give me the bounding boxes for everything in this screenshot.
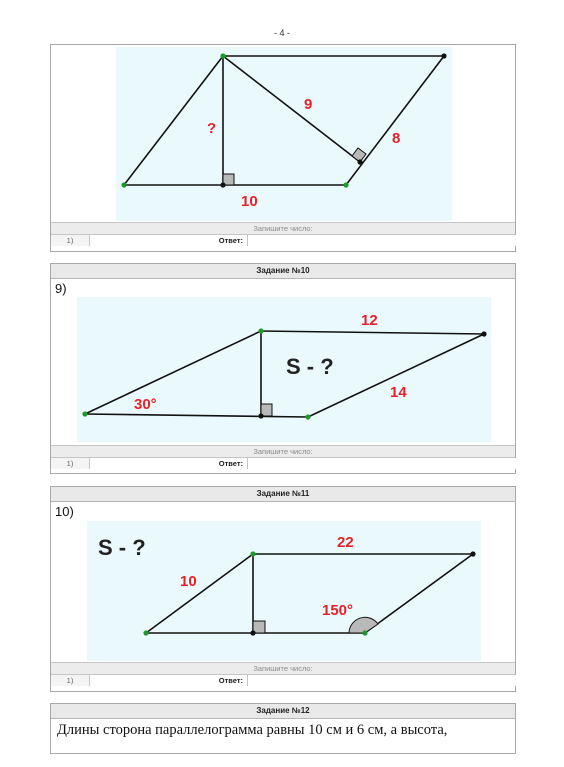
answer-row	[51, 457, 515, 470]
answer-label: Ответ:	[218, 676, 243, 685]
point	[343, 182, 348, 187]
edge-left	[146, 554, 253, 633]
figure-task-8	[116, 47, 452, 221]
figure-svg	[77, 297, 491, 442]
point	[357, 159, 362, 164]
task-block-8	[50, 44, 516, 252]
figure-task-11	[87, 521, 481, 661]
label-angle: 30°	[134, 396, 157, 413]
task-block-11	[50, 486, 516, 692]
figure-svg	[116, 47, 452, 221]
point	[258, 328, 263, 333]
answer-row	[51, 674, 515, 687]
task-block-10	[50, 263, 516, 474]
answer-row	[51, 234, 515, 247]
point	[143, 630, 148, 635]
answer-label: Ответ:	[218, 236, 243, 245]
edge-bottom	[85, 414, 308, 417]
label-side: 8	[392, 130, 401, 147]
hint-bar: Запишите число:	[51, 222, 515, 234]
label-angle: 150°	[322, 602, 354, 619]
point	[470, 551, 475, 556]
task-block-12	[50, 703, 516, 754]
point	[220, 182, 225, 187]
answer-input[interactable]	[247, 458, 516, 469]
point	[258, 413, 263, 418]
label-question: S - ?	[98, 535, 146, 560]
label-top: 12	[361, 312, 378, 329]
answer-index: 1)	[51, 675, 90, 686]
answer-input[interactable]	[247, 675, 516, 686]
point	[441, 53, 446, 58]
hint-bar: Запишите число:	[51, 445, 515, 457]
edge-right	[346, 56, 444, 185]
answer-index: 1)	[51, 458, 90, 469]
point	[250, 551, 255, 556]
point	[220, 53, 225, 58]
label-diagonal: 9	[304, 96, 313, 113]
figure-svg	[87, 521, 481, 661]
label-side: 10	[180, 573, 197, 590]
task-header: Задание №10	[51, 264, 515, 279]
point	[481, 331, 486, 336]
answer-label: Ответ:	[218, 459, 243, 468]
figure-task-10	[77, 297, 491, 442]
answer-index: 1)	[51, 235, 90, 246]
label-question: S - ?	[286, 354, 334, 379]
edge-right	[308, 334, 484, 417]
point	[362, 630, 367, 635]
edge-top	[261, 331, 484, 334]
task-header: Задание №11	[51, 487, 515, 502]
edge-left	[85, 331, 261, 414]
point	[121, 182, 126, 187]
angle-mark	[349, 617, 378, 633]
point	[82, 411, 87, 416]
hint-bar: Запишите число:	[51, 662, 515, 674]
page-number: - 4 -	[273, 28, 290, 38]
point	[305, 414, 310, 419]
perpendicular-line	[223, 56, 360, 162]
edge-right	[365, 554, 473, 633]
task-header: Задание №12	[51, 704, 515, 719]
label-top: 22	[337, 534, 354, 551]
label-unknown: ?	[207, 120, 217, 137]
label-base: 10	[241, 193, 258, 210]
task-text: Длины сторона параллелограмма равны 10 см и 6 см, а высота,	[57, 722, 448, 738]
answer-input[interactable]	[247, 235, 516, 246]
label-side: 14	[390, 384, 407, 401]
point	[250, 630, 255, 635]
task-number: 9)	[55, 281, 67, 296]
task-number: 10)	[55, 504, 74, 519]
